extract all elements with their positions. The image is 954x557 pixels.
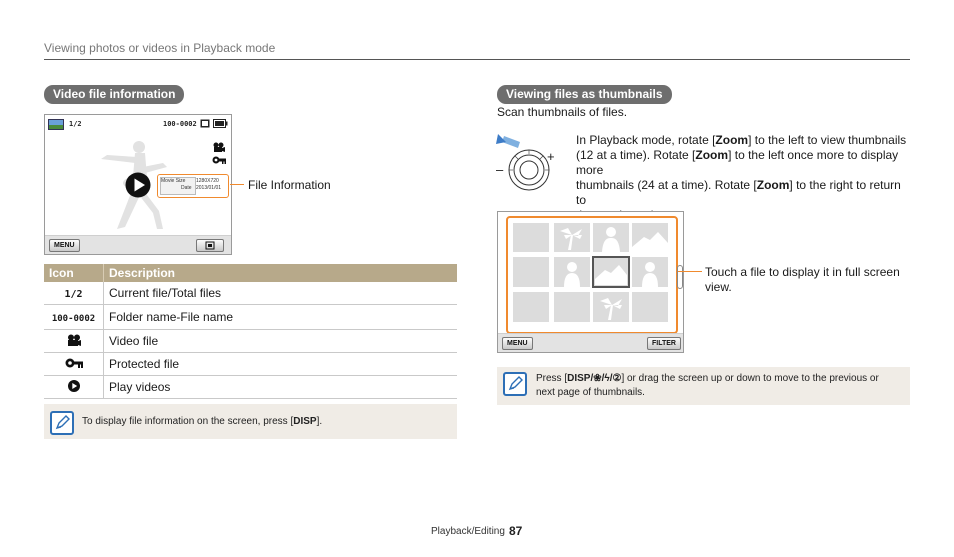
note-icon bbox=[50, 411, 74, 435]
thumbnail-item[interactable] bbox=[632, 257, 668, 287]
table-cell-description: Video file bbox=[104, 330, 458, 353]
note-box-navigation bbox=[497, 367, 910, 405]
mountain-icon bbox=[632, 223, 668, 252]
table-row bbox=[44, 376, 457, 399]
key-icon bbox=[65, 358, 83, 368]
scroll-handle[interactable] bbox=[677, 265, 683, 289]
zoom-in-sign: + bbox=[547, 149, 555, 164]
table-cell-description: Folder name-File name bbox=[104, 305, 458, 330]
thumbnail-item[interactable] bbox=[554, 292, 590, 322]
thumbnail-callout-text: Touch a file to display it in full screen view. bbox=[705, 265, 900, 294]
mountain-icon bbox=[593, 257, 629, 287]
photo-thumbnail-icon bbox=[48, 119, 64, 130]
table-row bbox=[44, 305, 457, 330]
thumbnail-item[interactable] bbox=[513, 257, 549, 287]
zoom-out-sign: – bbox=[496, 162, 504, 177]
info-label-size: Movie Size bbox=[161, 178, 186, 184]
thumbnails-intro: Scan thumbnails of files. bbox=[497, 105, 628, 119]
note-text-disp: To display file information on the screen, press [DISP]. bbox=[82, 416, 323, 427]
thumbnail-item[interactable] bbox=[593, 223, 629, 252]
page-number: 87 bbox=[509, 524, 523, 538]
table-header-icon: Icon bbox=[44, 264, 104, 282]
table-row bbox=[44, 330, 457, 353]
expand-icon bbox=[199, 241, 221, 250]
playback-screen bbox=[44, 114, 232, 255]
thumbnail-item[interactable] bbox=[632, 223, 668, 252]
thumbnail-item[interactable] bbox=[513, 223, 549, 252]
table-row bbox=[44, 353, 457, 376]
folder-file-name: 100-0002 bbox=[163, 120, 197, 128]
disp-key-label: DISP bbox=[293, 416, 317, 427]
thumbnail-grid-screen bbox=[497, 211, 684, 353]
person-icon bbox=[632, 257, 668, 287]
note-icon bbox=[503, 372, 527, 396]
thumbnail-item[interactable] bbox=[632, 292, 668, 322]
key-icon bbox=[212, 156, 226, 164]
person-icon bbox=[593, 223, 629, 252]
table-cell-description: Protected file bbox=[104, 353, 458, 376]
thumbnail-item-selected[interactable] bbox=[593, 257, 629, 287]
file-info-box bbox=[157, 174, 229, 198]
section-header: Viewing photos or videos in Playback mode bbox=[44, 41, 276, 55]
zoom-instructions: In Playback mode, rotate [Zoom] to the left to view thumbnails (12 at a time). Rotate [Zoom] to the left once more to display more thumbnails (24 at a time). Rotate [Zoom] to the right to return to bbox=[576, 133, 907, 207]
video-file-icon bbox=[67, 334, 81, 346]
thumbnails-pill: Viewing files as thumbnails bbox=[497, 85, 672, 104]
palm-tree-icon bbox=[593, 292, 629, 322]
menu-button[interactable]: MENU bbox=[49, 239, 80, 252]
info-value-size: 1280X720 bbox=[196, 178, 219, 184]
icon-description-table bbox=[44, 264, 457, 399]
table-cell-description: Play videos bbox=[104, 376, 458, 399]
file-info-callout-label: File Information bbox=[248, 178, 331, 192]
play-icon bbox=[68, 380, 80, 392]
pencil-icon bbox=[52, 413, 72, 433]
file-count-icon: 1/2 bbox=[64, 289, 83, 300]
table-cell-description: Current file/Total files bbox=[104, 282, 458, 305]
file-info-callout-line bbox=[230, 184, 244, 185]
menu-button[interactable]: MENU bbox=[502, 337, 533, 350]
play-icon[interactable] bbox=[125, 172, 151, 198]
palm-tree-icon bbox=[554, 223, 590, 252]
filter-button[interactable]: FILTER bbox=[647, 337, 681, 350]
person-icon bbox=[554, 257, 590, 287]
header-divider bbox=[44, 59, 910, 60]
thumbnail-item[interactable] bbox=[593, 292, 629, 322]
nav-keys-label: DISP/❀/ϟ/② bbox=[567, 373, 622, 384]
file-count: 1/2 bbox=[69, 120, 82, 128]
thumbnail-item[interactable] bbox=[554, 223, 590, 252]
table-header-row bbox=[44, 264, 457, 282]
fullscreen-button[interactable] bbox=[196, 239, 224, 252]
footer-label: Playback/Editing bbox=[431, 526, 505, 537]
thumbnail-item[interactable] bbox=[554, 257, 590, 287]
info-value-date: 2013/01/01 bbox=[196, 185, 222, 191]
video-file-info-pill: Video file information bbox=[44, 85, 184, 104]
thumbnail-callout-line bbox=[678, 271, 702, 272]
table-row bbox=[44, 282, 457, 305]
folder-file-icon: 100-0002 bbox=[51, 314, 96, 324]
note-text-navigation: Press [DISP/❀/ϟ/②] or drag the screen up or down to move to the previous or next page of thumbnails. bbox=[536, 373, 879, 398]
video-file-icon bbox=[213, 142, 225, 152]
battery-icon bbox=[200, 119, 228, 128]
note-box-disp bbox=[44, 404, 457, 439]
thumbnail-item[interactable] bbox=[513, 292, 549, 322]
table-header-description: Description bbox=[104, 264, 458, 282]
pencil-icon bbox=[505, 374, 525, 394]
info-label-date: Date bbox=[181, 185, 192, 191]
